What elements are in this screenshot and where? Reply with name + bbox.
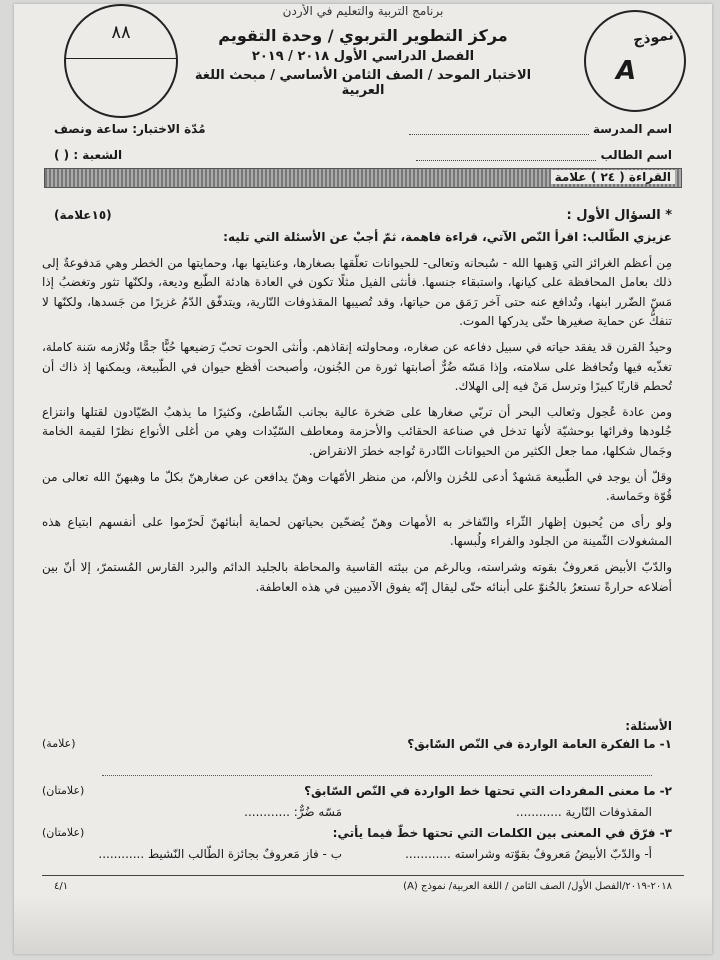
page-title [174,26,552,98]
model-word: نموذج [632,27,675,49]
question-one-mark: (١٥علامة) [54,208,112,222]
q2-item-a[interactable]: المقذوفات النّارية ............ [515,805,652,819]
questions-section [42,719,672,864]
question-1: ١- ما الفكرة العامة الواردة في النّص السّابق؟ (علامة) [42,737,672,751]
q2-item-b[interactable]: مَسّه ضُرٌّ: ............ [244,805,342,819]
page-edge [14,894,712,954]
exam-title: الاختبار الموحد / الصف الثامن الأساسي / مبحث اللغة العربية [194,68,532,98]
q3-item-a[interactable]: أ- والدّبّ الأبيضُ مَعروفٌ بقوّته وشراسته ............ [405,847,652,861]
reading-bar [44,168,682,188]
question-one-title: * السؤال الأول : [566,208,672,223]
passage-paragraph: مِن أعظم الغرائز التي وَهبها الله - سُبحانه وتعالى- للحيوانات تعلّقها بصغارها، وعنايتها بها، وحمايتها من الخطر وهي مَدفوعةٌ إلى ذلك بعامل المحافظة على كيانها، واستبقاء جنسها. فأنثى الفيل مثلًا تكون في العادة هادئة الطّبع وديعة، ولكنّها تثور وتغضبُ إذا مَسّ الضّرر ابنها، وتُدافع عنه حتى آخر رَمَق من حياتها، وقد تُصيبها المقذوفات النّارية، ويتدفّق الدّمُ غزيرًا من جَسدها، ولكنّها لا تنفكُّ عن حماية صغيرها حتّى يدركها الموت. [42,255,672,329]
reading-label: القراءة ( ٢٤ ) علامة [551,170,675,184]
footer [54,881,672,892]
q3-item-b[interactable]: ب - فاز مَعروفٌ بجائزة الطّالب النّشيط ............ [98,847,342,861]
question-3-items [42,844,672,864]
passage-paragraph: ومن عادة عُجول وثعالب البحر أن تربّي صغارها على صَخرة عالية بجانب الشّاطئ، وكثيرًا ما يذهبُ الصّيّادون لقتلها وانتزاع جُلودها وفرائها بوحشيّة لأنها تدخل في صناعة الحقائب والأحزمة ومعاطف السّيّدات وهي من أغلى الأنواع نظرًا لقيمة الخامة وجَمال شكلها، مما جعل الكثير من الحيوانات النّادرة تُواجه خطرَ الانقراض. [42,404,672,458]
exam-sheet [14,4,712,954]
school-row [342,122,672,136]
passage-paragraph: ولو رأى من يُحبون إظهار الثّراء والتّفاخر به الأمهات وهنّ يُضحّين بحياتهن لحماية أبنائهنّ لَحرّموا على أنفسهم ابتياع هذه المشغولات الثّمينة من الجلود والفراء ولُبسها. [42,514,672,549]
page-number: ٤/١ [54,881,69,892]
footer-rule [42,875,684,876]
footer-info: ٢٠١٨-٢٠١٩/الفصل الأول/ الصف الثامن / اللغة العربية/ نموذج (A) [403,881,672,892]
questions-heading: الأسئلة: [625,719,672,733]
passage-intro: عزيزي الطّالب: اقرأ النّص الآتي، قراءة فاهمة، ثمّ أجبْ عن الأسئلة التي تليه: [223,230,672,244]
question-2-items [42,802,672,822]
score-circle [64,4,178,118]
model-letter: A [616,56,637,86]
passage-paragraph: والدّبّ الأبيض مَعروفٌ بقوته وشراسته، وبالرغم من بيئته القاسية والمحاطة بالجليد الدائم والبرد القارس المُستمرّ، إلا أنّ بين أضلاعه حرارةً تستعرُ بالحُنوّ على أبنائه حتّى ليقال إنّه يفوق الآدميين في هذه العاطفة. [42,559,672,594]
model-circle [584,10,686,112]
answer-line-1[interactable] [102,755,652,776]
banner: برنامج التربية والتعليم في الأردن [282,4,444,18]
score-divider [66,58,176,59]
student-field[interactable] [416,150,596,161]
passage-paragraph: وحيدُ القرن قد يفقد حياته في سبيل دفاعه عن صغاره، ومحاولته إنقاذهم. وأنثى الحوت تحبّ رَضيعها حُبًّا جمًّا وتُلازمه سَنة كاملة، تغذّيه فيها وتُحافظ على سلامته، وإذا مَسّه ضُرٌّ أصابتها ثورة من الجُنون، وأصبحت أفظع حيوان في الطّبيعة، ويمكنها إذ ذاك أن تُحطم قاربًا كبيرًا وترسل مَنْ فيه إلى الهلاك. [42,339,672,394]
question-3: ٣- فرّق في المعنى بين الكلمات التي تحتها خطّ فيما يأتي: (علامتان) [42,826,672,840]
reading-passage [42,228,672,603]
score-value: ٨٨ [111,22,131,43]
duration: مُدّة الاختبار: ساعة ونصف [54,122,206,136]
school-field[interactable] [409,124,589,135]
passage-paragraph: وقلّ أن يوجد في الطّبيعة مَشهدٌ أدعى للحُزن والألم، من منظر الأمّهات وهنّ يدافعن عن صغارهنّ بكلّ ما وهبهنّ الله تعالى من قُوّة وحَماسة. [42,469,672,504]
section: الشعبة : ( ) [54,148,123,162]
school-label: اسم المدرسة [592,122,672,136]
student-row [342,148,672,162]
center-name: مركز التطوير التربوي / وحدة التقويم [218,26,508,45]
question-2: ٢- ما معنى المفردات التي تحتها خط الواردة في النّص السّابق؟ (علامتان) [42,784,672,798]
student-label: اسم الطالب [600,148,672,162]
semester: الفصل الدراسي الأول ٢٠١٨ / ٢٠١٩ [251,49,475,64]
